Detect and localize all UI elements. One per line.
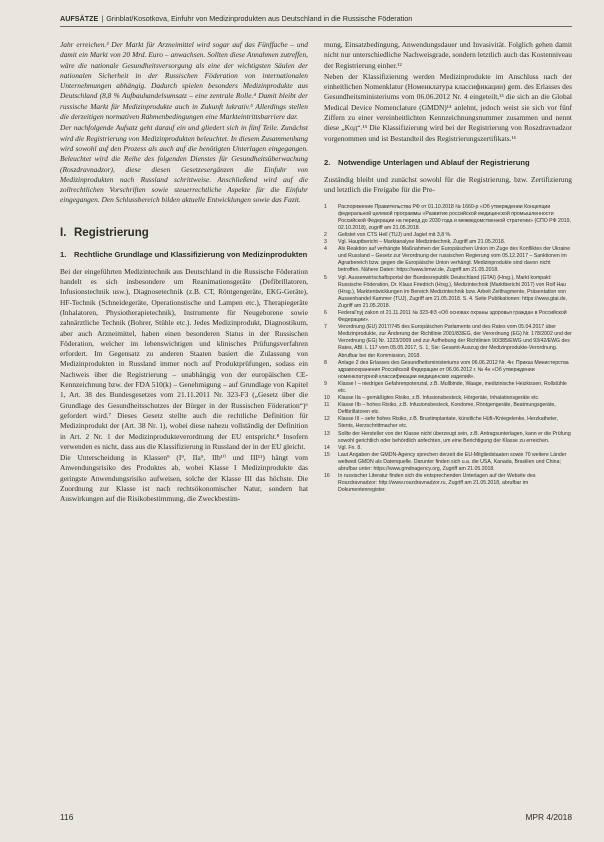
footnote-text: Vgl. Fn. 8.	[338, 444, 362, 451]
footnote-text: Gelistet von CTS Hell (TUJ) und Jagiel mit 3,8 %.	[338, 231, 452, 238]
footnote-text: Laut Angaben der GMDN-Agency sprechen derzeit die EU-Mitgliedstaaten sowie 70 weitere Länder weltweit GMDN als Datenquelle. Darunter finden sich u.a. die USA, Kanada, Brasilien und China; abrufbar unter: https://www.gmdnagency.org, Zugriff am 21.05.2018.	[338, 451, 567, 473]
journal-issue: MPR 4/2018	[525, 812, 572, 822]
footnote	[324, 360, 572, 381]
footnote-number: 16	[324, 473, 330, 480]
footnote-text: Anlage 2 des Erlasses des Gesundheitsministeriums vom 06.06.2012 Nr. 4н: Приказ Министерства здравоохранения Российской Федерации от 06.06.2012 г. № 4н «Об утверждении номенклатурной классификации медицинских изделий».	[338, 359, 569, 380]
section-number: I.	[60, 226, 67, 239]
footnote-number: 9	[324, 380, 327, 387]
footnote-text: Als Reaktion auf verhängte Maßnahmen der Europäischen Union im Zuge des Konfliktes der Ukraine und Russland – Gesetz zur Verordnung der russischen Regierung vom 05.12.2017 – Sanktionen im Agrarbereich bzw. gegen die Europäische Union verhängt. Medizinprodukte sind davon nicht betroffen. Nähere Daten: https://www.bmwi.de, Zugriff am 21.05.2018.	[338, 246, 571, 274]
running-header	[60, 14, 572, 23]
footnote-number: 6	[324, 309, 327, 316]
footnote-number: 4	[324, 246, 327, 253]
footnote-text: Federal'nyj zakon ot 21.11.2011 № 323-ФЗ «Об основах охраны здоровья граждан в Российской Федерации».	[338, 309, 567, 324]
header-authors: Grinblat/Kosotkova,	[106, 14, 169, 23]
body-paragraph: Bei der eingeführten Medizintechnik aus Deutschland in die Russische Föderation handelt es sich insbesondere um Reanimationsgeräte (Defibrillatoren, Infusionstechnik usw.), Diagnosetechnik (z.B. CT, Röntgengeräte, EKG-Geräte), HF-Technik (Schneidegeräte, Operationstische und Lampen etc.), Therapiegeräte (Inhalatoren, Physiotherapietechnik), Instrumente für Neugeborene sowie zahnärztliche Technik (Bohrer, Stühle etc.). Jedes Medizinprodukt, Diagnostikum, aber auch Arzneimittel, haben einen besonderen Status in der Russischen Föderation, welcher im lebenswichtigen und klinisches Prüfungsverfahren erfordert. Im Gegensatz zu anderen Staaten basiert die Zulassung von Medizinprodukten in Russland immer noch auf Produktprüfungen, sodass ein Nachweis über die Registrierung – unabhängig von der europäischen CE-Kennzeichnung bzw. der FDA 510(k) – Genehmigung – auf Grundlage von Kapitel 1, Art. 38 des Bundesgesetzes vom 21.11.2011 Nr. 323-FЗ („Gesetz über die Grundlage des Gesundheitsschutzes der Bürger in der Russischen Föderation“)⁶ gefordert wird.⁷ Dieses Gesetz stellte auch die rechtliche Definition für Medizinprodukt der (Art. 38 Nr. 1), wobei diese nahezu vollständig der Definition in Art. 2 Nr. 1 der Medizinprodukteverordnung der EU entspricht.⁸ Insofern verwenden es nicht, dass aus die Klassifizierung in Russland der in der EU gleicht.	[60, 266, 308, 451]
footnote-number: 1	[324, 203, 327, 210]
header-separator: |	[101, 14, 104, 23]
footnote-text: Vgl. Hauptbericht – Marktanalyse Medizintechnik, Zugriff am 21.05.2018.	[338, 239, 506, 246]
footnote-text: Klasse IIa – gemäßigtes Risiko, z.B. Infusionsbesteck, Hörgeräte, Inhalationsgeräte etc.	[338, 395, 540, 402]
footnote-number: 7	[324, 324, 327, 331]
intro-paragraph: Jahr erreichen.³ Der Markt für Arzneimittel wird sogar auf das Fünffache – und damit ein Markt von 20 Mrd. Euro – anwachsen. Sollten diese Annahmen zutreffen, wäre die nationale Gesundheitsversorgung als eine der wichtigsten Säulen der nationalen Sicherheit in der Russischen Föderation von internationalen Unternehmungen abhängig. Dadurch spielen besonders Medizinprodukte aus Deutschland (8,8 % Aufbauhandelsumsatz – eine zentrale Rolle.⁴ Damit bleibt der russische Markt für Medizinprodukte auch in Zukunft lukrativ.⁵ Allerdings stellen die derzeitigen normativen Rahmenbedingungen eine Markteintrittsbarriere dar.	[60, 40, 308, 122]
footnote-number: 15	[324, 451, 330, 458]
section-heading	[60, 226, 308, 240]
footnote	[324, 402, 572, 416]
footnote-number: 14	[324, 444, 330, 451]
right-column	[324, 40, 572, 494]
header-title: Einfuhr von Medizinprodukten aus Deutschland in die Russische Föderation	[170, 14, 413, 23]
footnote-number: 11	[324, 402, 330, 409]
footnote	[324, 445, 572, 452]
continued-paragraph: mung, Einsatzbedingung, Anwendungsdauer und Invasivität. Folglich gehen damit nicht nur unterschiedliche Nachweisgrade, sondern letztlich auch das Kostenniveau der Registrierung einher.¹²	[324, 40, 572, 70]
footnote	[324, 381, 572, 395]
subsection-title-2: Notwendige Unterlagen und Ablauf der Registrierung	[338, 157, 530, 167]
footnote	[324, 275, 572, 310]
footnote	[324, 310, 572, 324]
page-number: 116	[60, 812, 74, 822]
footnotes	[324, 204, 572, 495]
footnote-text: Klasse I – niedriges Gefahrenpotenzial, z.B. Mullbinde, Waage, medizinische Heizkissen, Rollstühle etc.	[338, 380, 567, 394]
registration-paragraph: Zuständig bleibt und zunächst sowohl für die Registrierung, bzw. Zertifizierung und letztlich die Freigabe für die Pre-	[324, 174, 572, 195]
footnote-number: 10	[324, 395, 330, 402]
footnote-text: Распоряжение Правительства РФ от 01.10.2018 № 1660-р «Об утверждении Концепции федеральной целевой программы «Развитие российской медицинской промышленности Российской Федерации на период до 2030 года и межведомственной стратегии» (СПО РФ 2019, 02.10.2018), zugriff am 21.05.2018.	[338, 203, 571, 231]
footnote	[324, 473, 572, 494]
subsection-number: 1.	[60, 249, 67, 259]
footnote-number: 3	[324, 239, 327, 246]
footnote-number: 2	[324, 231, 327, 238]
footnote	[324, 204, 572, 232]
footnote	[324, 246, 572, 274]
subsection-heading-2	[324, 158, 572, 168]
subsection-heading	[60, 250, 308, 260]
footnote-number: 12	[324, 416, 330, 423]
header-section: AUFSÄTZE	[60, 14, 99, 23]
footnote-text: Klasse IIb – hohes Risiko, z.B. Infusionsbesteck, Kondome, Röntgengeräte, Beatmungsgeräte, Defibrillatoren etc.	[338, 402, 556, 416]
body-paragraph-classes: Die Unterscheidung in Klassen⁹ (I⁹, IIa⁹, IIb¹⁰ und III¹¹) hängt vom Anwendungsrisiko des Produktes ab, wobei Klasse I Medizinprodukte das geringste Anwendungsrisiko aufweisen, solche der Klasse III das höchste. Die Zuordnung zur Klasse ist nach rechtsökonomischer Natur, sondern hat Auswirkungen auf die Risikobestimmung, die Zweckbestim-	[60, 453, 308, 504]
footnote	[324, 232, 572, 239]
nomenclature-paragraph: Neben der Klassifizierung werden Medizinprodukte im Anschluss nach der einheitlichen Nomenklatur (Номенклатура классификации) gem. des Erlasses des Gesundheitsministeriums vom 06.06.2012 Nr. 4 eingeteilt,¹³ die sich an die Global Medical Device Nomenclature (GMDN)¹⁴ anlehnt, jedoch weist sie sich vor fünf Ziffern zu einer vereinheitlichten Kennzeichnungsnummer zusammen und nennt diese „Kод“.¹⁵ Die Klassifizierung wird bei der Registrierung von Roszdravnadzor vorgenommen und ist Bestandteil des Registrierungszertifikats.¹⁶	[324, 71, 572, 143]
footnote-number: 5	[324, 274, 327, 281]
subsection-number-2: 2.	[324, 157, 331, 167]
header-rule	[60, 26, 572, 27]
left-column	[60, 40, 308, 506]
footnote-text: Verordnung (EU) 2017/745 des Europäischen Parlaments und des Rates vom 05.04.2017 über Medizinprodukte, zur Änderung der Richtlinie 2001/83/EG, der Verordnung (EG) Nr. 178/2002 und der Verordnung (EG) Nr. 1223/2009 und zur Aufhebung der Richtlinien 90/385/EWG und 93/42/EWG des Rates, ABl. L 117 vom 05.05.2017, S. 1, Sie: Gesamt-Auszug der Medizinprodukte-Verordnung. Abrufbar bei der Kommission, 2018.	[338, 324, 572, 359]
footnote-text: Klasse III – sehr hohes Risiko, z.B. Brustimplantate, künstliche Hüft-/Kniegelenke, Herzkatheter, Stents, Herzschrittmacher etc.	[338, 416, 558, 430]
footnote-text: Vgl. Aussenwirtschaftsportal der Bundesrepublik Deutschland (GTAI) (Hrsg.), Markt kompakt: Russische Föderation, Dr. Klaus Friedrich (Hrsg.), Medizintechnik (Marktbericht 2017) von Rolf Hau (Hrsg.), Marktentwicklungen im Bereich Medizintechnik bzw. Arbeit Zeitfragmente, Präsentation von Aussenhandel Kammer (TUJ), Zugriff am 21.05.2018. S. 4. Seite Publikationen: https://www.gtai.de, Zugriff am 21.05.2018.	[338, 274, 568, 309]
subsection-title: Rechtliche Grundlage und Klassifizierung von Medizinprodukten	[74, 249, 308, 259]
footnote-text: Sollte der Hersteller von der Klasse nicht überzeugt sein, z.B. Antragsunterlagen, kann er die Prüfung sowohl gerichtlich oder behördlich anfechten, um eine Berichtigung der Klasse zu erreichen.	[338, 430, 571, 444]
footnote-number: 13	[324, 430, 330, 437]
section-title: Registrierung	[74, 226, 149, 239]
footnote	[324, 416, 572, 430]
footnote	[324, 431, 572, 445]
footnote	[324, 452, 572, 473]
footnote	[324, 239, 572, 246]
outline-paragraph: Der nachfolgende Aufsatz geht darauf ein und gliedert sich in fünf Teile. Zunächst wird die Registrierung von Medizinprodukten beleuchtet. In diesem Zusammenhang wird sowohl auf den Prozess als auch auf die benötigten Unterlagen eingegangen. Beleuchtet wird die Reihe des folgenden Dienstes für Gesundheitsüberwachung (Roszdravnadzor), diese diesen Gesetzesergänzen die Einfuhr von Medizinprodukten nach Russland schrittweise. Anschließend wird auf die zollrechtlichen Vorschriften sowie steuerrechtliche Aspekte für die Einfuhr eingegangen. Den Schlussbereich bilden aktuelle Entwicklungen sowie das Fazit.	[60, 123, 308, 205]
footnote-text: In russischer Literatur finden sich die entsprechenden Unterlagen auf der Website des Roszdravnadzor: http://www.roszdravnadzor.ru, Zugriff am 21.05.2018, abrufbar im Dokumentenregister.	[338, 473, 536, 494]
footnote	[324, 324, 572, 359]
footnote	[324, 395, 572, 402]
footnote-number: 8	[324, 359, 327, 366]
